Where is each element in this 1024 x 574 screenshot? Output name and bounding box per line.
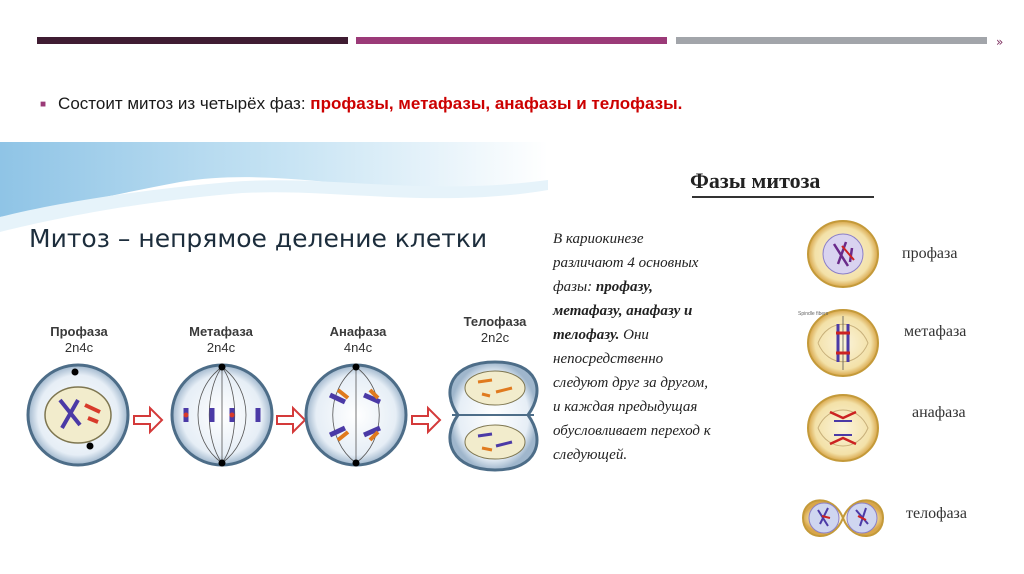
text-line: различают 4 основных xyxy=(553,255,699,271)
cell-telophase xyxy=(803,500,883,536)
right-figure-text xyxy=(553,227,775,467)
phase-name: Телофаза xyxy=(463,314,527,329)
arrow-3 xyxy=(412,408,440,432)
text-emphasis: телофазу. xyxy=(553,327,620,343)
title-underline xyxy=(692,196,874,200)
right-label-prophase: профаза xyxy=(902,245,958,262)
anaphase-cell xyxy=(306,364,406,467)
spindle-label: Spindle fibers xyxy=(798,311,829,317)
right-label-metaphase: метафаза xyxy=(904,323,967,340)
text-line: фазы: xyxy=(553,279,596,295)
cell-metaphase xyxy=(798,310,878,376)
phase-formula: 2n4c xyxy=(64,340,94,355)
text-emphasis: метафазу, анафазу и xyxy=(553,303,693,319)
phase-formula: 4n4c xyxy=(343,340,373,355)
phase-formula: 2n4c xyxy=(206,340,236,355)
right-figure-title: Фазы митоза xyxy=(690,168,821,193)
text-line: следующей. xyxy=(553,447,628,463)
bullet-highlight: профазы, метафазы, анафазы и телофазы. xyxy=(310,94,683,113)
phase-label-telophase xyxy=(440,314,550,346)
top-bar-3 xyxy=(676,37,987,44)
top-bar-2 xyxy=(356,37,667,44)
right-label-telophase: телофаза xyxy=(906,505,967,522)
arrow-1 xyxy=(134,408,162,432)
top-bar-1 xyxy=(37,37,348,44)
right-label-anaphase: анафаза xyxy=(912,404,966,421)
phase-name: Метафаза xyxy=(189,324,253,339)
left-figure-title: Митоз – непрямое деление клетки xyxy=(29,224,488,253)
double-chevron-right-icon: » xyxy=(996,35,1004,49)
square-bullet-icon: ■ xyxy=(40,99,47,110)
phase-name: Анафаза xyxy=(329,324,387,339)
text-line: обусловливает переход к xyxy=(553,423,711,439)
cell-anaphase xyxy=(808,395,878,461)
cell-prophase xyxy=(808,221,878,287)
text-line: следуют друг за другом, xyxy=(553,375,708,391)
mitosis-diagram xyxy=(0,350,548,490)
phase-name: Профаза xyxy=(50,324,108,339)
telophase-cell xyxy=(450,362,537,470)
text-line: В кариокинезе xyxy=(553,231,644,247)
bullet-line xyxy=(40,94,682,114)
arrow-2 xyxy=(277,408,305,432)
phase-formula: 2n2c xyxy=(480,330,510,345)
prophase-cell xyxy=(28,365,128,465)
text-line: непосредственно xyxy=(553,351,664,367)
bullet-text: Состоит митоз из четырёх фаз: xyxy=(58,94,311,113)
text-emphasis: профазу, xyxy=(595,279,653,295)
text-line: и каждая предыдущая xyxy=(553,399,698,415)
text-line: Они xyxy=(619,327,649,343)
phase-cells-right xyxy=(798,218,890,568)
metaphase-cell xyxy=(172,364,272,467)
